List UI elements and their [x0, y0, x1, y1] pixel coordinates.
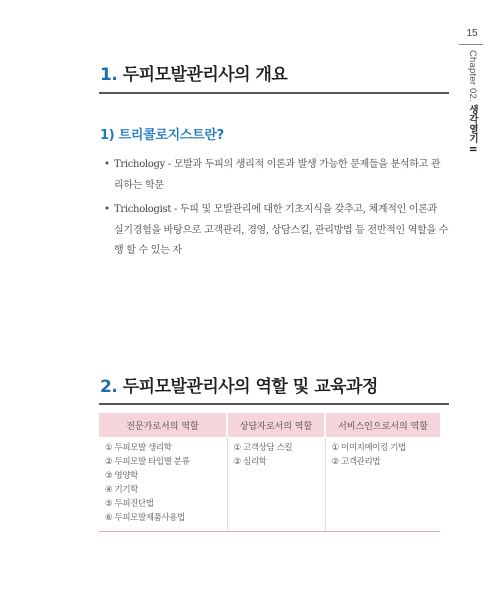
list-item: ⑥ 두피모발제품사용법	[105, 512, 185, 523]
header-service-role: 서비스인으로서의 역할	[325, 413, 440, 437]
list-item: ① 이미지메이킹 기법	[331, 443, 406, 453]
service-role-cell	[325, 437, 440, 532]
header-expert-role: 전문가로서의 역할	[99, 413, 227, 437]
list-item: • Trichologist - 두피 및 모발관리에 대한 기초지식을 갖추고, 체계적인 이론과 실기경험을 바탕으로 고객관리, 경영, 상담스킬, 관리방법 등 전반적인 역할을 수행 할 수 있는 자	[104, 200, 449, 262]
section-2-heading	[100, 372, 378, 397]
definition-list	[104, 155, 449, 266]
counselor-role-cell	[227, 437, 325, 532]
side-divider	[459, 44, 483, 45]
section-2-number: 2.	[100, 377, 118, 397]
section-1-rule	[99, 92, 449, 94]
page-number: 15	[466, 28, 478, 39]
chapter-tab	[465, 50, 479, 152]
list-item: ④ 기기학	[105, 484, 138, 495]
header-counselor-role: 상담자로서의 역할	[227, 413, 325, 437]
section-1-title: 두피모발관리사의 개요	[122, 65, 288, 85]
list-item: ③ 영양학	[105, 470, 138, 481]
section-1-heading	[100, 60, 287, 85]
section-2-title: 두피모발관리사의 역할 및 교육과정	[122, 377, 378, 397]
section-2-rule	[99, 403, 449, 405]
expert-role-cell	[99, 437, 227, 532]
list-item: ② 두피모발 타입별 분류	[105, 456, 190, 467]
subheading-trichologist: 1) 트리콜로지스트란?	[100, 128, 224, 143]
list-item: ② 고객관리법	[331, 456, 381, 467]
chapter-title: 생각열기 II	[467, 104, 478, 153]
table-row	[99, 437, 440, 532]
list-item: ① 고객상담 스킬	[233, 443, 293, 453]
list-item: ① 두피모발 생리학	[105, 443, 172, 453]
list-item: • Trichology - 모발과 두피의 생리적 이론과 발생 가능한 문제들을 분석하고 관리하는 학문	[104, 155, 449, 196]
table-header-row	[99, 413, 440, 437]
roles-table	[99, 413, 440, 532]
chapter-label: Chapter 02.	[467, 50, 478, 102]
list-item: ⑤ 두피진단법	[105, 498, 154, 509]
list-item: ② 심리학	[233, 456, 267, 467]
section-1-number: 1.	[100, 65, 118, 85]
